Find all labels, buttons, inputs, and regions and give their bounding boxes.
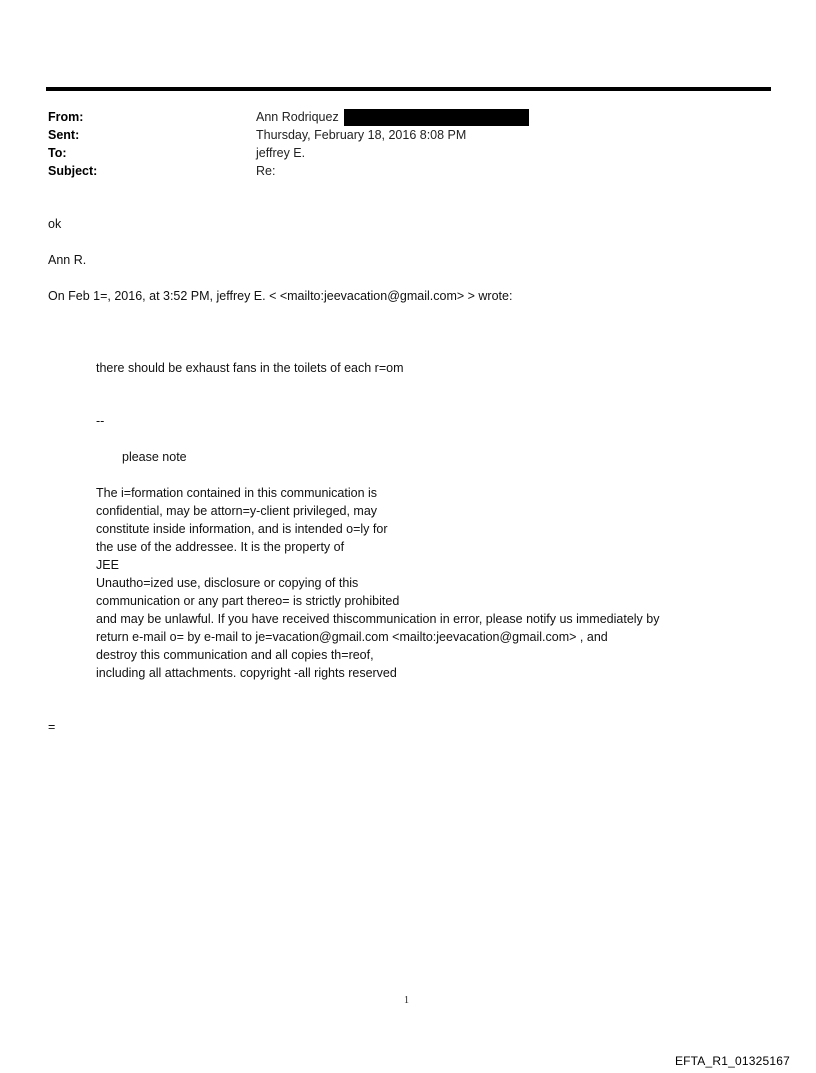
- disclaimer-line: the use of the addressee. It is the property of: [96, 540, 345, 554]
- signature: Ann R.: [48, 253, 87, 267]
- redaction-block: [344, 109, 529, 126]
- subject-value: Re:: [256, 164, 276, 178]
- to-label: To:: [48, 146, 67, 160]
- disclaimer-line: Unautho=ized use, disclosure or copying of this: [96, 576, 359, 590]
- subject-label: Subject:: [48, 164, 98, 178]
- disclaimer-line: communication or any part thereo= is strictly prohibited: [96, 594, 400, 608]
- to-value: jeffrey E.: [256, 146, 306, 160]
- disclaimer-line: return e-mail o= by e-mail to je=vacation@gmail.com <mailto:jeevacation@gmail.com> , and: [96, 630, 608, 644]
- please-note: please note: [122, 450, 187, 464]
- sender-name: Ann Rodriquez: [256, 110, 339, 124]
- from-label: From:: [48, 110, 84, 124]
- reply-text: ok: [48, 217, 62, 231]
- quote-intro: On Feb 1=, 2016, at 3:52 PM, jeffrey E. < <mailto:jeevacation@gmail.com> > wrote:: [48, 289, 513, 303]
- bates-number: EFTA_R1_01325167: [674, 1054, 790, 1068]
- disclaimer-line: JEE: [96, 558, 119, 572]
- trailing-mark: =: [48, 720, 56, 734]
- disclaimer-line: destroy this communication and all copies th=reof,: [96, 648, 374, 662]
- from-value: [256, 108, 529, 126]
- sent-row: [48, 126, 748, 144]
- disclaimer-line: confidential, may be attorn=y-client privileged, may: [96, 504, 378, 518]
- sent-value: Thursday, February 18, 2016 8:08 PM: [256, 128, 467, 142]
- quoted-message: there should be exhaust fans in the toilets of each r=om: [96, 361, 404, 375]
- from-row: [48, 108, 748, 126]
- signature-separator: --: [96, 414, 105, 428]
- disclaimer-line: and may be unlawful. If you have received thiscommunication in error, please notify us immediately by: [96, 612, 660, 626]
- page-number: 1: [404, 995, 409, 1006]
- disclaimer-line: The i=formation contained in this communication is: [96, 486, 378, 500]
- email-header: [48, 108, 748, 180]
- header-rule: [46, 87, 771, 91]
- disclaimer-line: including all attachments. copyright -all rights reserved: [96, 666, 397, 680]
- confidentiality-disclaimer: [96, 484, 659, 682]
- subject-row: [48, 162, 748, 180]
- sent-label: Sent:: [48, 128, 80, 142]
- disclaimer-line: constitute inside information, and is intended o=ly for: [96, 522, 388, 536]
- to-row: [48, 144, 748, 162]
